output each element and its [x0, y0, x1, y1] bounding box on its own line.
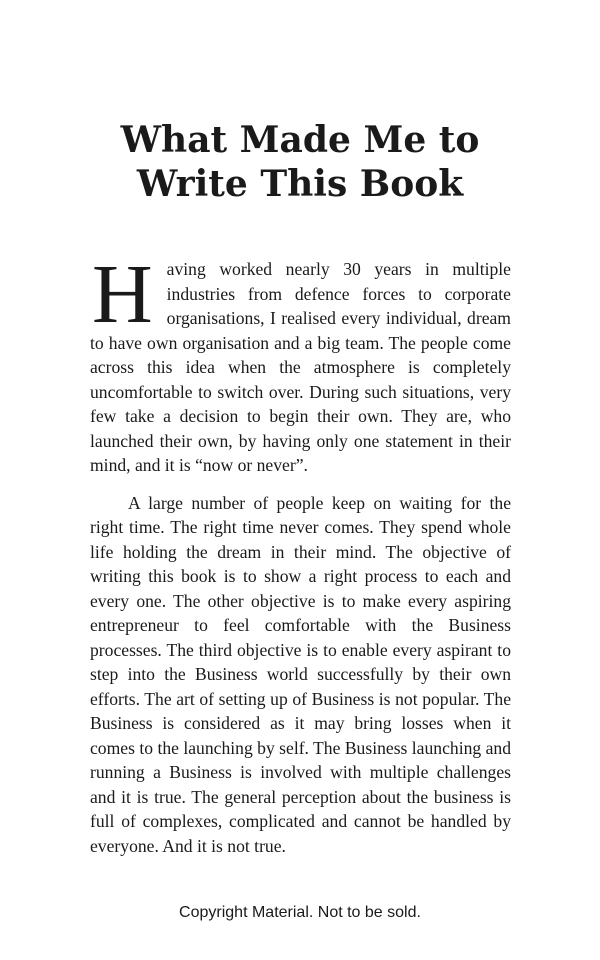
- paragraph-1-text: aving worked nearly 30 years in multiple industries from defence forces to corporate organisations, I realised every individual, dream to have own organisation and a big team. The people come across this idea when the atmosphere is completely uncomfortable to switch over. During such situations, very few take a decision to begin their own. They are, who launched their own, by having only one statement in their mind, and it is “now or never”.: [90, 259, 511, 475]
- copyright-notice: Copyright Material. Not to be sold.: [179, 904, 421, 921]
- paragraph-1: [90, 248, 511, 478]
- chapter-title: [0, 118, 600, 206]
- paragraph-2: A large number of people keep on waiting for the right time. The right time never comes. They spend whole life holding the dream in their mind. The objective of writing this book is to show a right process to each and every one. The other objective is to make every aspiring entrepreneur to feel comfortable with the Business processes. The third objective is to enable every aspirant to step into the Business world successfully by their own efforts. The art of setting up of Business is not popular. The Business is considered as it may bring losses when it comes to the launching by self. The Business launching and running a Business is involved with multiple challenges and it is true. The general perception about the business is full of complexes, complicated and cannot be handled by everyone. And it is not true.: [90, 492, 511, 856]
- chapter-title-line-2: Write This Book: [136, 163, 464, 205]
- chapter-title-line-1: What Made Me to: [120, 119, 480, 161]
- drop-cap: H: [92, 248, 153, 341]
- body-text: [90, 248, 511, 858]
